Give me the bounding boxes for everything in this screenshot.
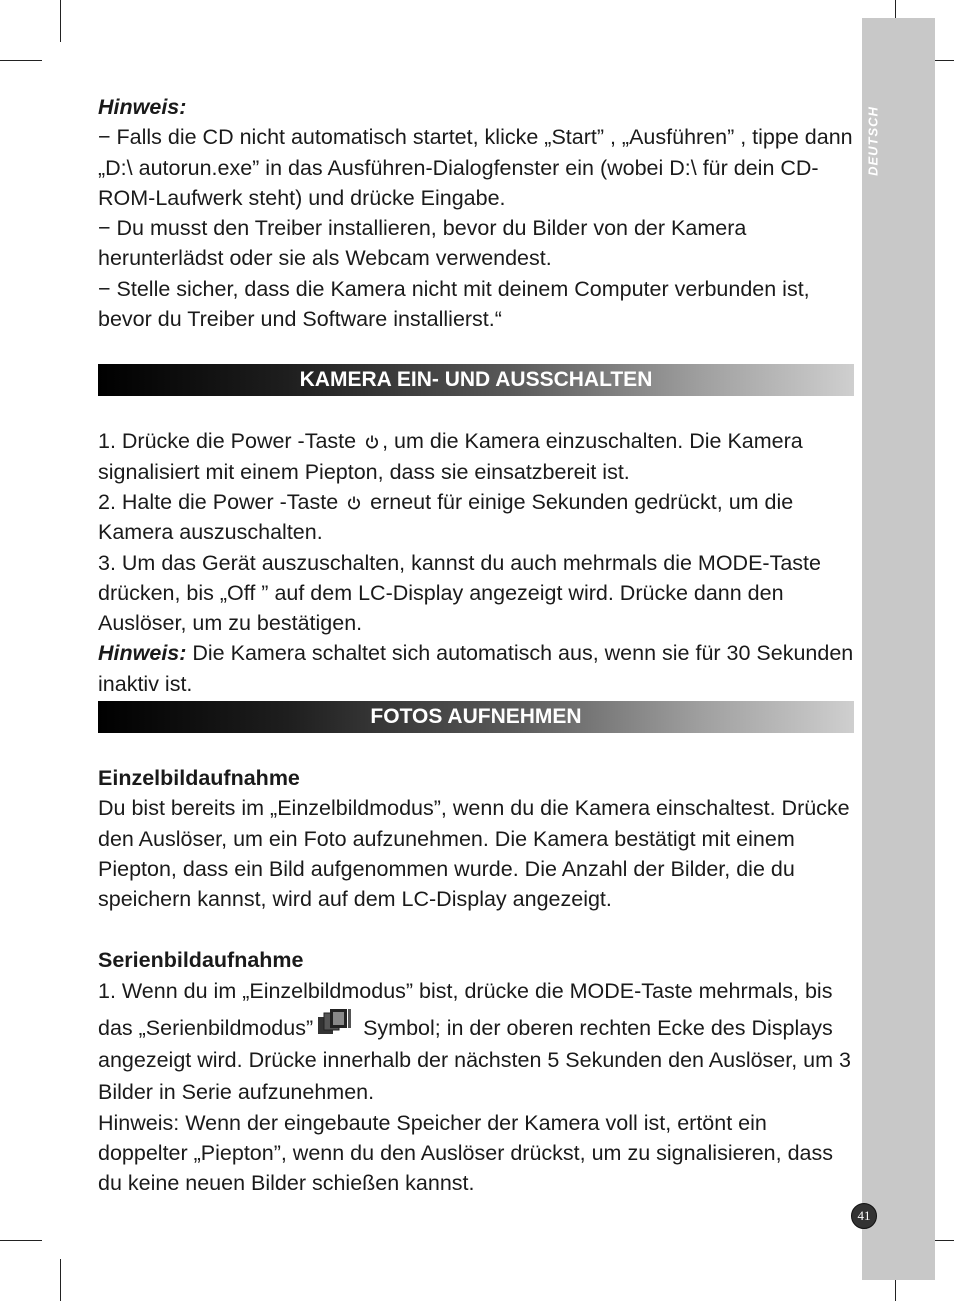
power-step-2	[98, 487, 854, 548]
step-text: 1. Drücke die Power -Taste	[98, 429, 363, 454]
single-shot-heading: Einzelbildaufnahme	[98, 766, 300, 791]
burst-heading: Serienbildaufnahme	[98, 947, 304, 972]
single-shot-text: Du bist bereits im „Einzelbildmodus”, wenn du die Kamera einschaltest. Drücke den Auslöser, um ein Foto aufzunehmen. Die Kamera bestätigt mit einem Piepton, dass ein Bild aufgenommen wurde. Die Anzahl der Bilder, die du speichern kannst, wird auf dem LC-Display angezeigt.	[98, 796, 850, 912]
burst-note: Hinweis: Wenn der eingebaute Speicher der Kamera voll ist, ertönt ein doppelter „Piepton”, wenn du den Auslöser drückst, um zu signalisieren, dass du keine neuen Bilder schießen kannst.	[98, 1110, 833, 1196]
language-label	[862, 96, 884, 186]
power-step-1	[98, 426, 854, 487]
note-label: Hinweis:	[98, 641, 187, 666]
power-step-3: 3. Um das Gerät auszuschalten, kannst du auch mehrmals die MODE-Taste drücken, bis „Off ” auf dem LC-Display angezeigt wird. Drücke dann den Auslöser, um zu bestätigen.	[98, 550, 821, 636]
spacer	[98, 733, 854, 763]
language-sidebar	[862, 18, 935, 1280]
spacer	[98, 396, 854, 426]
step-text: erneut für einige Sekunden gedrückt, um die Kamera auszuschalten.	[98, 489, 794, 545]
note-text: Die Kamera schaltet sich automatisch aus, wenn sie für 30 Sekunden inaktiv ist.	[98, 641, 854, 696]
note-heading: Hinweis:	[98, 95, 187, 119]
power-icon	[364, 434, 380, 450]
burst-text-pre: 1. Wenn du im „Einzelbildmodus” bist, drücke die MODE-Taste mehrmals, bis das „Serienbildmodus”	[98, 978, 833, 1040]
power-icon	[346, 495, 362, 511]
burst-text	[98, 975, 854, 1108]
power-note	[98, 638, 854, 699]
step-text: 2. Halte die Power -Taste	[98, 489, 345, 514]
crop-mark	[60, 1259, 61, 1301]
burst-text-post: Symbol; in der oberen rechten Ecke des Displays angezeigt wird. Drücke innerhalb der nächsten 5 Sekunden den Auslöser, um 3 Bilder in Serie aufzunehmen.	[98, 1015, 851, 1104]
page-number: 41	[851, 1203, 877, 1229]
crop-mark	[60, 0, 61, 42]
step-text: , um die Kamera einzuschalten. Die Kamera signalisiert mit einem Piepton, dass sie einsatzbereit ist.	[98, 429, 803, 484]
language-label-text: DEUTSCH	[865, 106, 881, 176]
spacer	[98, 334, 854, 364]
crop-mark	[0, 60, 42, 61]
note-line: − Falls die CD nicht automatisch startet, klicke „Start” , „Ausführen” , tippe dann „D:\ autorun.exe” in das Ausführen-Dialogfenster ein (wobei D:\ für dein CD-ROM-Laufwerk steht) und drücke Eingabe.	[98, 125, 853, 210]
page-content	[98, 92, 854, 1199]
section-banner-power: KAMERA EIN- UND AUSSCHALTEN	[98, 364, 854, 396]
note-line: − Du musst den Treiber installieren, bevor du Bilder von der Kamera herunterlädst oder sie als Webcam verwendest.	[98, 216, 747, 271]
crop-mark	[0, 1240, 42, 1241]
section-banner-photos: FOTOS AUFNEHMEN	[98, 701, 854, 733]
burst-mode-icon	[315, 1007, 353, 1037]
spacer	[98, 915, 854, 945]
note-line: − Stelle sicher, dass die Kamera nicht mit deinem Computer verbunden ist, bevor du Treiber und Software installierst.“	[98, 276, 810, 332]
